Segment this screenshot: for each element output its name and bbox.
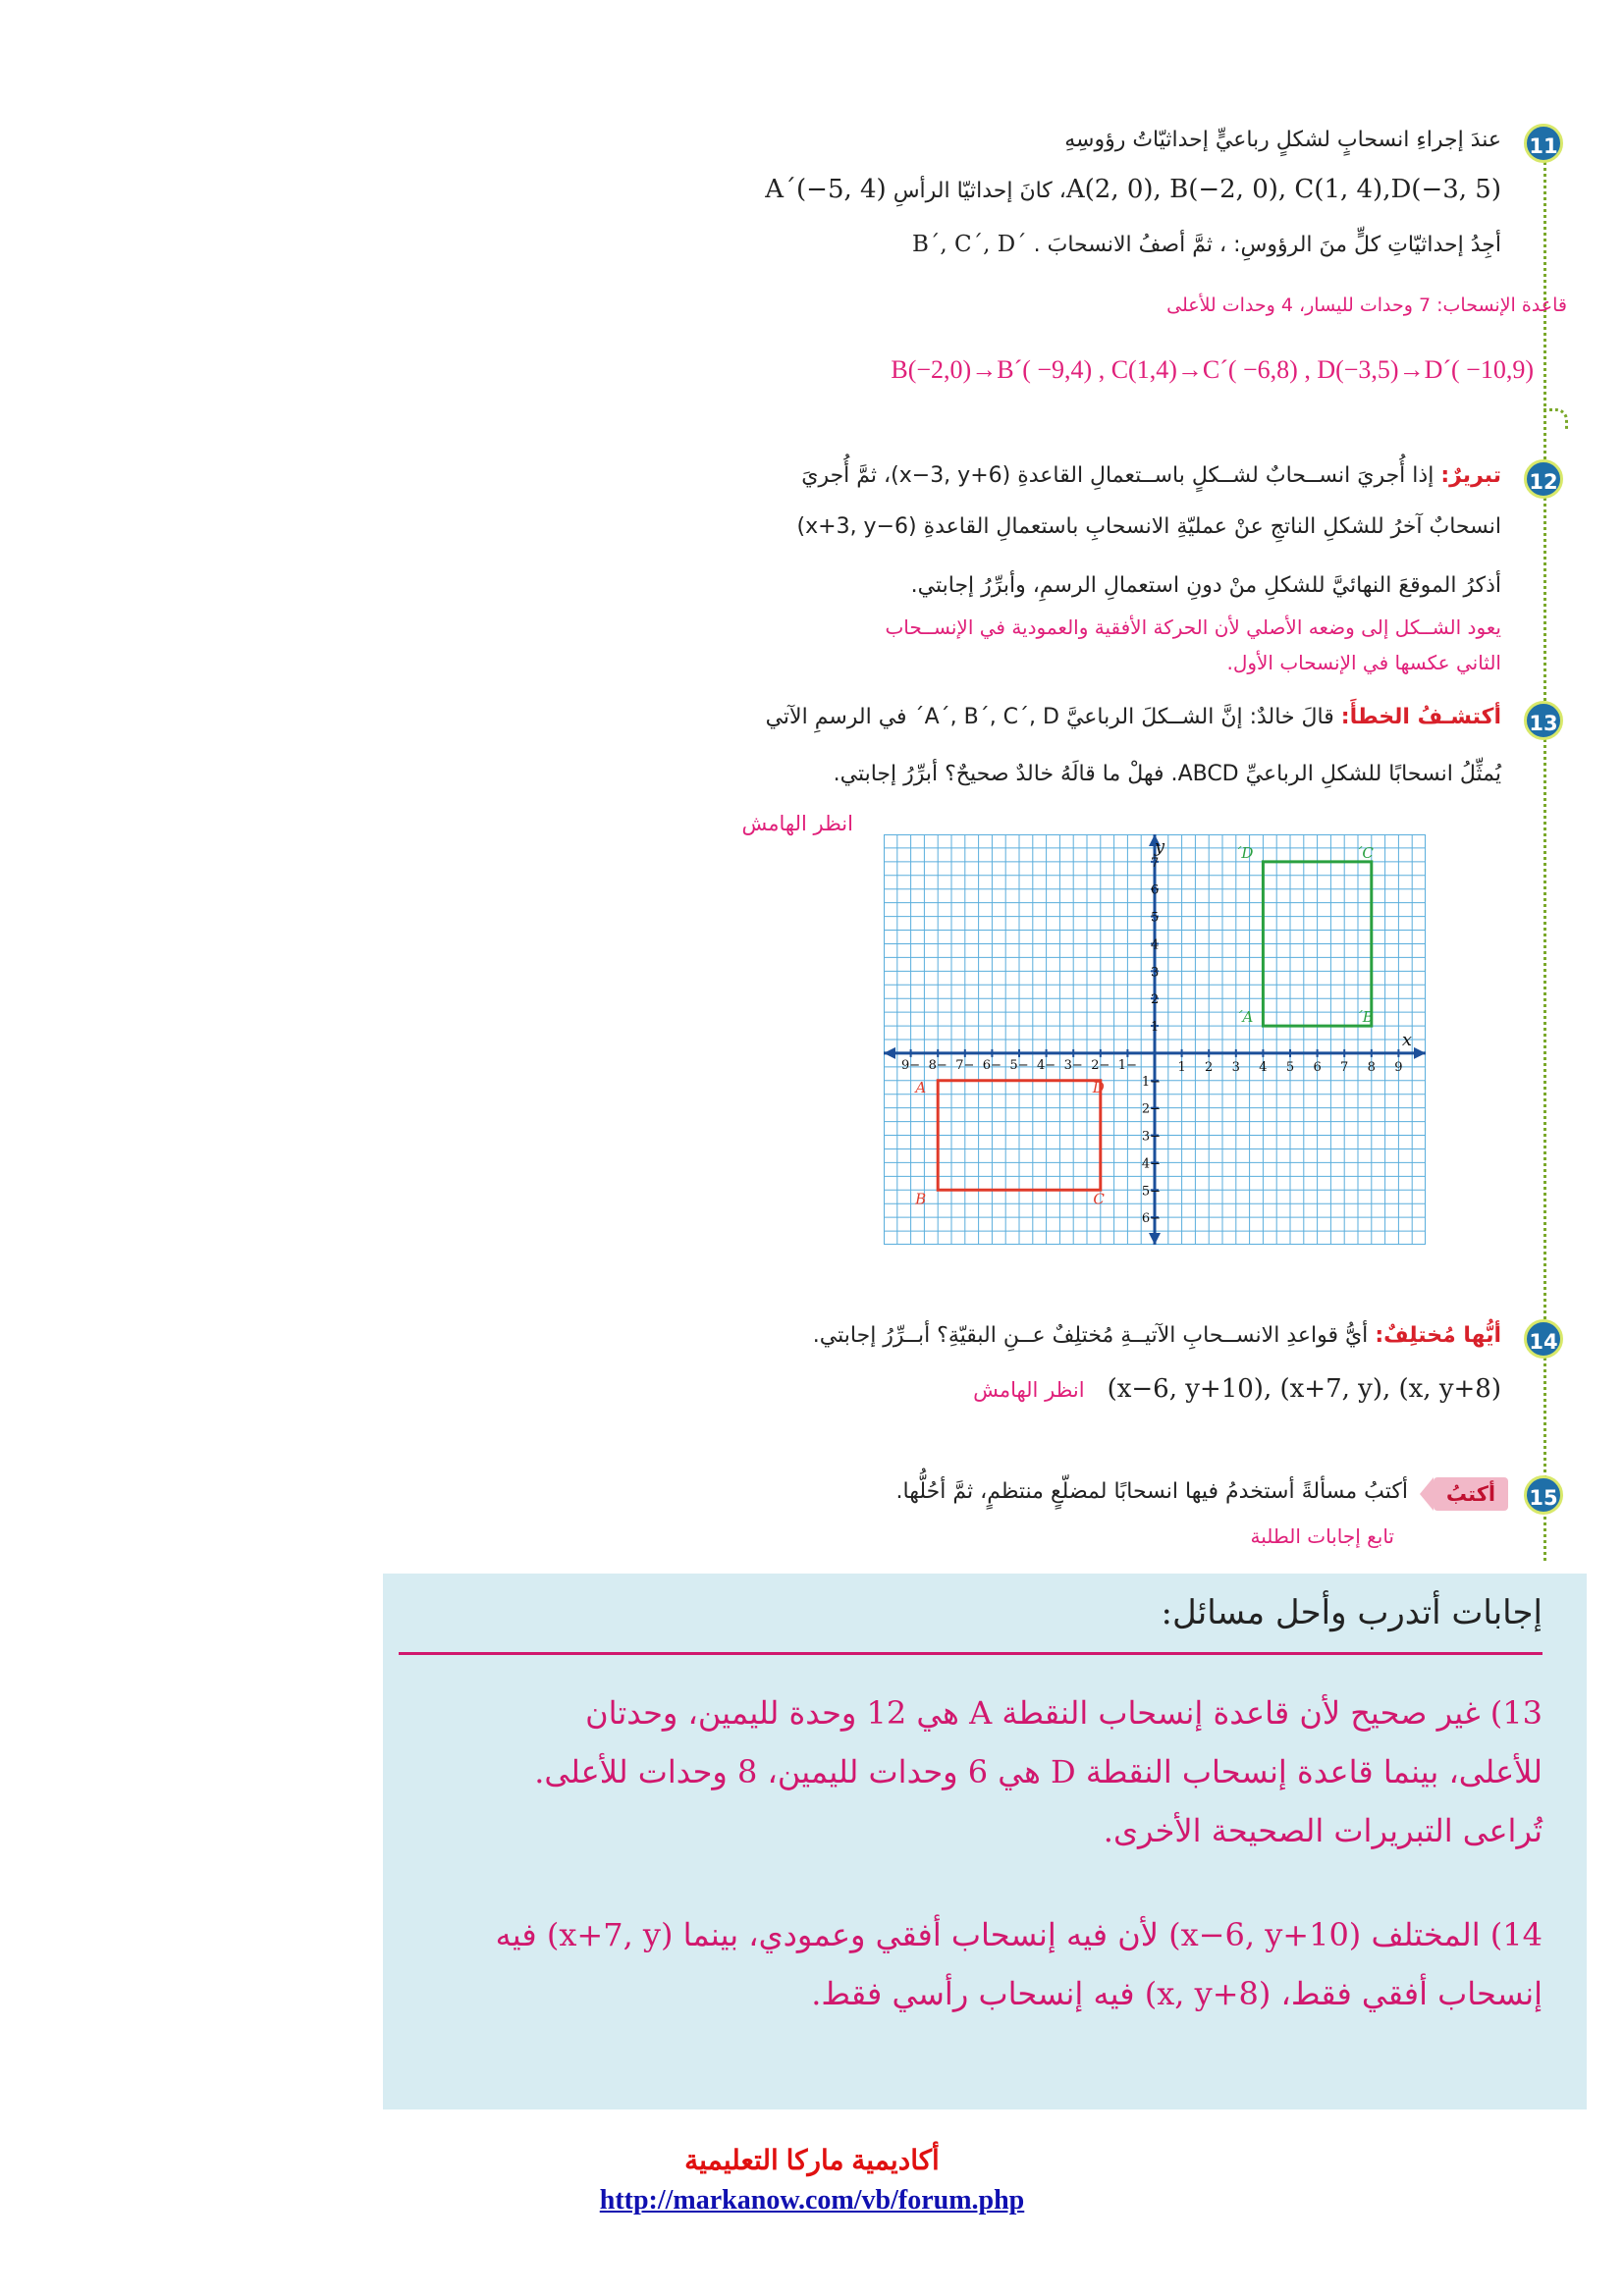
y-axis-label: y [1154,836,1164,857]
question-number-14: 14 [1524,1319,1563,1359]
answer-13-line2: للأعلى، بينما قاعدة إنسحاب النقطة D هي 6 وحدات لليمين، 8 وحدات للأعلى. [534,1753,1543,1790]
q12-line2: انسحابٌ آخرُ للشكلِ الناتجِ عنْ عمليّةِ الانسحابِ باستعمالِ القاعدةِ (x+3, y−6) [796,514,1501,539]
vertex-label: A [915,1078,927,1096]
x-tick-label: −6 [982,1057,1001,1073]
q11-answer-rule: قاعدة الإنسحاب: 7 وحدات لليسار، 4 وحدات للأعلى [1166,294,1567,316]
footer-link[interactable]: http://markanow.com/vb/forum.php [599,2185,1025,2216]
question-number-15: 15 [1524,1475,1563,1515]
answers-panel [383,1574,1587,2109]
q11-prime-points: B´, C´, D´ [911,232,1027,257]
x-tick-label: 1 [1177,1059,1186,1075]
q11-line1: عندَ إجراءِ انسحابٍ لشكلٍ رباعيٍّ إحداثيّاتُ رؤوسِهِ [1064,128,1501,152]
question-number-11: 11 [1524,124,1563,163]
q12-label: تبريرٌ: [1440,463,1501,488]
q14-line1 [813,1319,1501,1353]
y-tick-label: −2 [1141,1101,1161,1117]
x-tick-label: 7 [1340,1059,1349,1075]
answer-14-line1: 14) المختلف (x−6, y+10) لأن فيه إنسحاب أفقي وعمودي، بينما (x+7, y) فيه [495,1916,1543,1953]
x-tick-label: −8 [928,1057,947,1073]
x-tick-label: 8 [1367,1059,1376,1075]
y-tick-label: −6 [1141,1211,1161,1227]
x-tick-label: −4 [1037,1057,1056,1073]
question-number-12: 12 [1524,459,1563,499]
write-tag: أكتبُ [1434,1477,1508,1511]
vertex-label: D´ [1233,843,1254,862]
q13-line1 [766,701,1501,734]
answer-13-line1: 13) غير صحيح لأن قاعدة إنسحاب النقطة A هي 12 وحدة لليمين، وحدتان [585,1694,1543,1732]
x-tick-label: −7 [955,1057,975,1073]
x-tick-label: 3 [1231,1059,1240,1075]
x-tick-label: 4 [1259,1059,1268,1075]
q11-line3-text: أجِدُ إحداثيّاتِ كلٍّ منَ الرؤوسِ: ، ثمَّ أصفُ الانسحابَ . [1033,233,1501,257]
q12-line1 [801,459,1501,493]
x-tick-label: 2 [1205,1059,1214,1075]
y-tick-label: −4 [1141,1156,1161,1172]
q11-answer-points: B(−2,0)→B´( −9,4) , C(1,4)→C´( −6,8) , D(−3,5)→D´( −10,9) [891,355,1534,384]
vertex-label: C [1093,1190,1105,1208]
q14-line2 [973,1372,1501,1408]
x-tick-label: 5 [1285,1059,1295,1075]
y-tick-label: 1 [1151,1020,1160,1036]
x-tick-label: 6 [1313,1059,1322,1075]
q13-line1-text: قالَ خالدٌ: إنَّ الشــكلَ الرباعيَّ A´, B´, C´, D´ في الرسمِ الآتي [765,705,1334,729]
q15-answer: تابع إجابات الطلبة [1250,1524,1394,1548]
vertex-label: B´ [1355,1008,1374,1027]
margin-rail-hook [1543,408,1568,429]
q13-margin-note: انظر الهامش [741,812,853,835]
q11-line3 [912,228,1501,262]
q14-rules: (x−6, y+10), (x+7, y), (x, y+8) [1107,1374,1501,1404]
q11-line2 [765,173,1501,208]
q13-line2: يُمثِّلُ انسحابًا للشكلِ الرباعيِّ ABCD. فهلْ ما قالَهُ خالدٌ صحيحٌ؟ أبرِّرُ إجابتي. [833,762,1501,786]
x-tick-label: −2 [1091,1057,1110,1073]
vertex-label: A´ [1235,1008,1254,1027]
y-tick-label: −1 [1141,1074,1161,1090]
x-tick-label: 9 [1394,1059,1403,1075]
q14-label: أيُّها مُختلِفٌ: [1375,1323,1501,1348]
vertex-label: B [915,1190,927,1208]
y-tick-label: 5 [1151,910,1160,926]
q12-line1-text: إذا أُجريَ انســحابٌ لشــكلٍ باســتعمالِ القاعدةِ (x−3, y+6)، ثمَّ أُجريَ [801,463,1435,488]
x-tick-label: −3 [1063,1057,1083,1073]
vertex-label: C´ [1354,843,1374,862]
y-tick-label: 4 [1151,937,1160,953]
y-tick-label: 7 [1151,855,1160,871]
y-tick-label: −5 [1141,1184,1161,1200]
x-tick-label: −9 [901,1057,921,1073]
y-tick-label: 6 [1151,882,1160,898]
answer-14-line2: إنسحاب أفقي فقط، (x, y+8) فيه إنسحاب رأسي فقط. [811,1975,1543,2012]
q15-line1: أكتبُ مسألةً أستخدمُ فيها انسحابًا لمضلّعٍ منتظمٍ، ثمَّ أحُلُّها. [895,1479,1408,1504]
vertex-label: D [1092,1078,1105,1096]
q14-margin-note: انظر الهامش [973,1378,1085,1402]
y-tick-label: −3 [1141,1129,1161,1145]
footer-title: أكاديمية ماركا التعليمية [684,2145,940,2175]
answers-panel-divider [399,1652,1543,1655]
answers-panel-title: إجابات أتدرب وأحل مسائل: [1161,1593,1543,1632]
q14-line1-text: أيُّ قواعدِ الانســحابِ الآتيــةِ مُختلِفٌ عــنِ البقيّةِ؟ أبــرِّرُ إجابتي. [812,1323,1369,1348]
x-tick-label: −5 [1009,1057,1029,1073]
coordinate-grid-chart [884,834,1426,1245]
q11-points: A(2, 0), B(−2, 0), C(1, 4),D(−3, 5) [1065,175,1501,204]
q12-line3: أذكرُ الموقعَ النهائيَّ للشكلِ منْ دونِ استعمالِ الرسمِ، وأبرِّرُ إجابتي. [910,573,1501,598]
q12-answer-1: يعود الشــكل إلى وضعه الأصلي لأن الحركة الأفقية والعمودية في الإنســحاب [885,615,1501,639]
q12-answer-2: الثاني عكسها في الإنسحاب الأول. [1226,651,1501,674]
q11-a-prime: A´(−5, 4) [765,175,887,204]
q11-line2-text: ، كانَ إحداثيّا الرأسِ [893,179,1066,203]
question-number-13: 13 [1524,701,1563,740]
y-tick-label: 3 [1151,965,1160,981]
q13-label: أكتشـفُ الخطأَ: [1340,705,1501,729]
x-tick-label: −1 [1117,1057,1137,1073]
x-axis-label: x [1401,1029,1412,1050]
answer-13-line3: تُراعى التبريرات الصحيحة الأخرى. [1103,1812,1543,1849]
y-tick-label: 2 [1151,992,1160,1008]
